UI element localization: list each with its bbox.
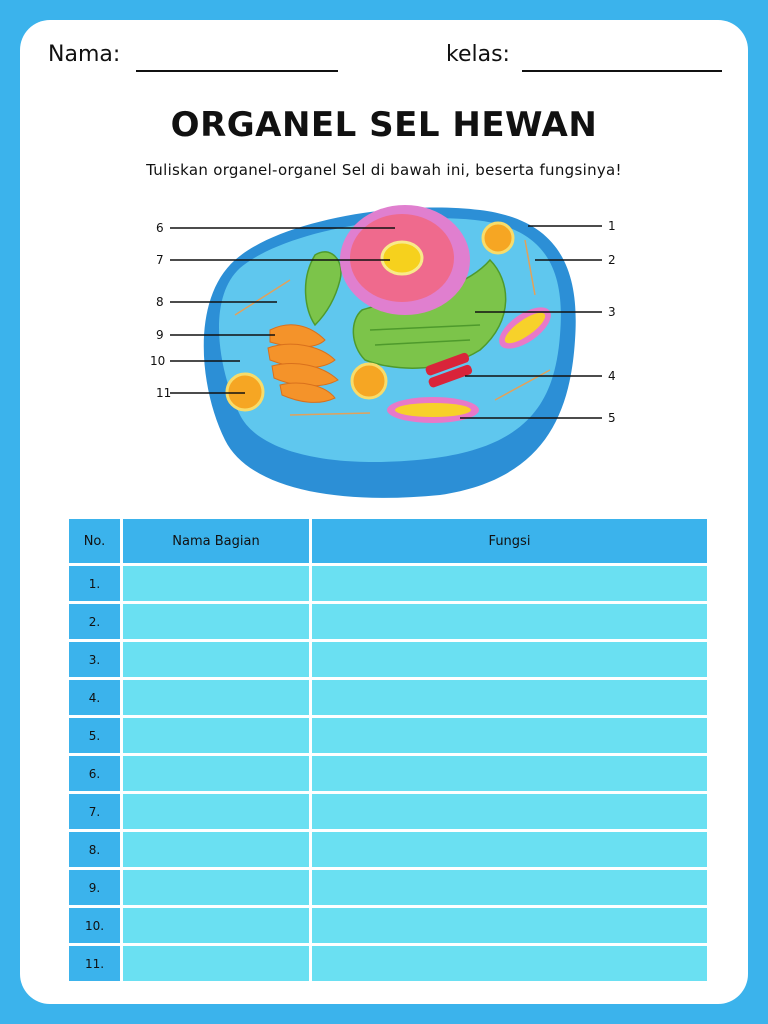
- table-row: [69, 794, 707, 829]
- nama-bagian-cell[interactable]: [123, 908, 309, 943]
- vesicle-middle: [352, 364, 386, 398]
- fungsi-cell[interactable]: [312, 604, 707, 639]
- label-5: 5: [608, 411, 616, 425]
- table-header-row: [69, 519, 707, 563]
- label-6: 6: [156, 221, 164, 235]
- label-1: 1: [608, 219, 616, 233]
- class-label: kelas:: [446, 42, 510, 67]
- fungsi-cell[interactable]: [312, 832, 707, 867]
- nama-bagian-cell[interactable]: [123, 566, 309, 601]
- table-row: [69, 604, 707, 639]
- lysosome-left: [227, 374, 263, 410]
- table-row: [69, 756, 707, 791]
- label-11: 11: [156, 386, 172, 400]
- label-7: 7: [156, 253, 164, 267]
- nama-bagian-cell[interactable]: [123, 680, 309, 715]
- table-row: [69, 642, 707, 677]
- nama-bagian-cell[interactable]: [123, 832, 309, 867]
- row-number: 9.: [69, 870, 120, 905]
- fungsi-cell[interactable]: [312, 680, 707, 715]
- nama-bagian-cell[interactable]: [123, 642, 309, 677]
- row-number: 3.: [69, 642, 120, 677]
- row-number: 11.: [69, 946, 120, 981]
- table-row: [69, 566, 707, 601]
- nama-bagian-cell[interactable]: [123, 718, 309, 753]
- label-4: 4: [608, 369, 616, 383]
- label-8: 8: [156, 295, 164, 309]
- nama-bagian-cell[interactable]: [123, 604, 309, 639]
- label-2: 2: [608, 253, 616, 267]
- row-number: 4.: [69, 680, 120, 715]
- column-header-nama-bagian: Nama Bagian: [123, 519, 309, 563]
- row-number: 1.: [69, 566, 120, 601]
- page-title: ORGANEL SEL HEWAN: [170, 105, 598, 145]
- fungsi-cell[interactable]: [312, 756, 707, 791]
- label-3: 3: [608, 305, 616, 319]
- fungsi-cell[interactable]: [312, 870, 707, 905]
- nama-bagian-cell[interactable]: [123, 870, 309, 905]
- mitochondrion-bottom: [387, 397, 479, 423]
- table-row: [69, 946, 707, 981]
- row-number: 5.: [69, 718, 120, 753]
- nucleolus: [382, 242, 422, 274]
- animal-cell-diagram: [140, 200, 640, 505]
- label-9: 9: [156, 328, 164, 342]
- table-row: [69, 870, 707, 905]
- row-number: 7.: [69, 794, 120, 829]
- name-label: Nama:: [48, 42, 121, 67]
- table-row: [69, 718, 707, 753]
- class-input-line[interactable]: [522, 70, 722, 72]
- column-header-no: No.: [69, 519, 120, 563]
- fungsi-cell[interactable]: [312, 908, 707, 943]
- label-10: 10: [150, 354, 166, 368]
- table-row: [69, 908, 707, 943]
- fungsi-cell[interactable]: [312, 946, 707, 981]
- row-number: 8.: [69, 832, 120, 867]
- answer-table: [66, 516, 710, 984]
- vesicle-top-right: [483, 223, 513, 253]
- nama-bagian-cell[interactable]: [123, 946, 309, 981]
- table-row: [69, 680, 707, 715]
- nama-bagian-cell[interactable]: [123, 756, 309, 791]
- name-input-line[interactable]: [136, 70, 338, 72]
- row-number: 6.: [69, 756, 120, 791]
- table-row: [69, 832, 707, 867]
- fungsi-cell[interactable]: [312, 642, 707, 677]
- nama-bagian-cell[interactable]: [123, 794, 309, 829]
- fungsi-cell[interactable]: [312, 794, 707, 829]
- row-number: 10.: [69, 908, 120, 943]
- instruction-text: Tuliskan organel-organel Sel di bawah ini, beserta fungsinya!: [146, 161, 622, 179]
- fungsi-cell[interactable]: [312, 718, 707, 753]
- row-number: 2.: [69, 604, 120, 639]
- fungsi-cell[interactable]: [312, 566, 707, 601]
- column-header-fungsi: Fungsi: [312, 519, 707, 563]
